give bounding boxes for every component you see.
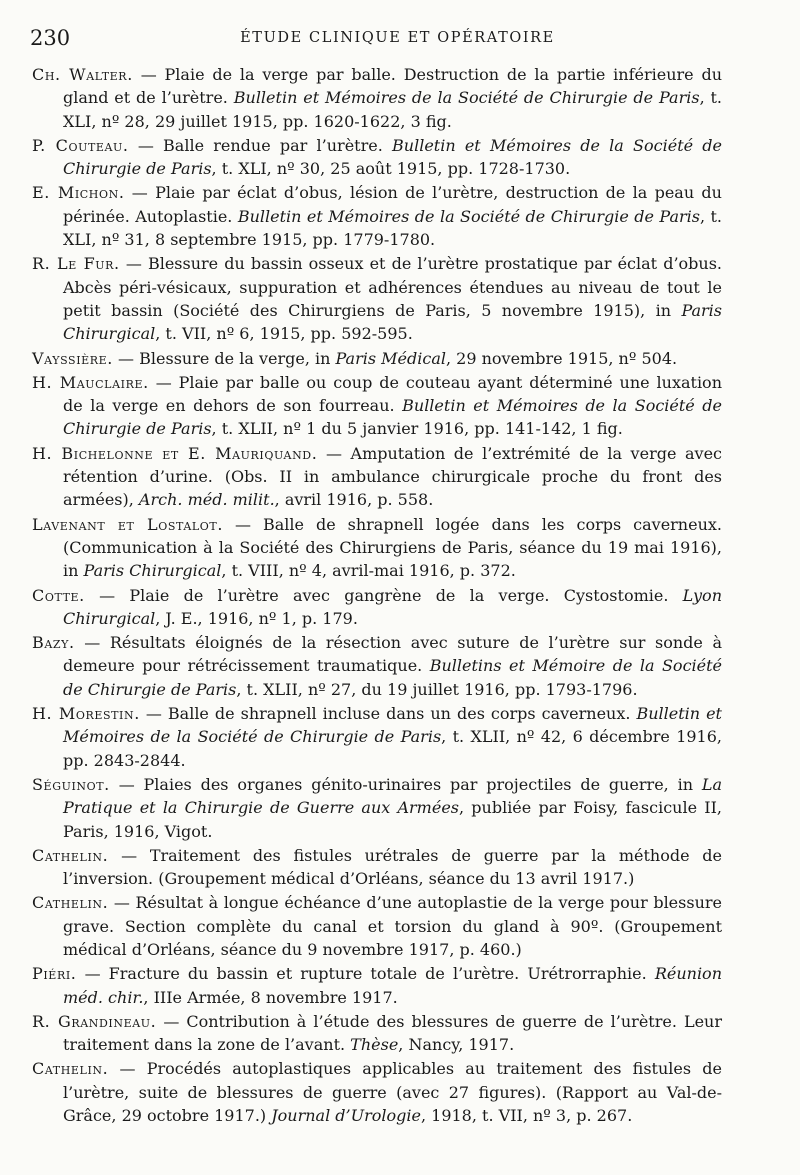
entry-description: — Balle de shrapnell incluse dans un des corps caverneux.: [139, 704, 637, 724]
page-number: 230: [30, 26, 71, 50]
bibliography-entry: [32, 891, 722, 961]
bibliography-entry: [32, 134, 722, 181]
entry-author: H. Morestin.: [32, 704, 140, 724]
bibliography-entry: [32, 442, 722, 512]
entry-source: Paris Médical: [335, 348, 446, 368]
entry-source: Thèse: [350, 1035, 399, 1055]
bibliography-entry: [32, 252, 722, 345]
bibliography-entry: [32, 347, 722, 370]
entry-details: , t. XLII, nº 1 du 5 janvier 1916, pp. 141-142, 1 fig.: [211, 419, 623, 439]
bibliography-entry: [32, 1057, 722, 1127]
entry-description: — Traitement des fistules urétrales de guerre par la méthode de l’inversion. (Groupement médical d’Orléans, séance du 13 avril 1917.): [63, 845, 722, 889]
bibliography-entry: [32, 962, 722, 1009]
entry-source: Paris Chirurgical: [63, 300, 722, 344]
bibliography-entry: [32, 371, 722, 441]
entry-source: La Pratique et la Chirurgie de Guerre aux Armées: [63, 774, 722, 818]
entry-source: Bulletin et Mémoires de la Société de Chirurgie de Paris: [237, 206, 700, 226]
entry-author: E. Michon.: [32, 183, 125, 203]
entry-details: , IIIe Armée, 8 novembre 1917.: [143, 987, 398, 1007]
entry-source: Arch. méd. milit.: [138, 490, 275, 510]
entry-details: , t. XLI, nº 30, 25 août 1915, pp. 1728-1730.: [211, 159, 571, 179]
entry-author: Cathelin.: [32, 893, 109, 913]
entry-details: , 29 novembre 1915, nº 504.: [445, 348, 678, 368]
entry-details: , publiée par Foisy, fascicule II, Paris, 1916, Vigot.: [63, 798, 723, 841]
entry-author: R. Le Fur.: [32, 254, 120, 274]
entry-description: — Blessure de la verge, in: [112, 348, 336, 368]
entry-details: , t. XLI, nº 31, 8 septembre 1915, pp. 1779-1780.: [63, 206, 723, 250]
entry-author: Lavenant et Lostalot.: [32, 514, 224, 534]
entry-description: — Balle de shrapnell logée dans les corps caverneux. (Communication à la Société des Chirurgiens de Paris, séance du 19 mai 1916), in: [63, 514, 722, 581]
entry-author: Ch. Walter.: [32, 65, 133, 84]
entry-details: , Nancy, 1917.: [398, 1035, 515, 1055]
bibliography-list: [32, 63, 722, 1128]
entry-author: H. Bichelonne et E. Mauriquand.: [32, 443, 318, 463]
bibliography-entry: [32, 63, 722, 133]
bibliography-entry: [32, 584, 722, 631]
entry-description: — Plaie de l’urètre avec gangrène de la verge. Cystostomie.: [84, 585, 683, 605]
entry-author: Vayssière.: [32, 348, 113, 368]
entry-description: — Fracture du bassin et rupture totale de l’urètre. Urétrorraphie.: [76, 964, 655, 984]
bibliography-entry: [32, 181, 722, 251]
running-head: ÉTUDE CLINIQUE ET OPÉRATOIRE: [240, 30, 555, 46]
entry-author: H. Mauclaire.: [32, 372, 149, 392]
bibliography-entry: [32, 773, 722, 843]
bibliography-entry: [32, 844, 722, 891]
entry-details: , avril 1916, p. 558.: [274, 490, 434, 510]
entry-details: , t. VII, nº 6, 1915, pp. 592-595.: [155, 324, 413, 344]
entry-description: — Balle rendue par l’urètre.: [128, 135, 393, 155]
entry-details: , J. E., 1916, nº 1, p. 179.: [155, 608, 358, 628]
entry-description: — Résultats éloignés de la résection avec suture de l’urètre sur sonde à demeure pour rétrécissement traumatique.: [63, 633, 722, 676]
entry-source: Bulletin et Mémoires de la Société de Chirurgie de Paris: [233, 88, 700, 108]
entry-description: — Plaies des organes génito-urinaires par projectiles de guerre, in: [109, 774, 702, 794]
entry-details: , t. VIII, nº 4, avril-mai 1916, p. 372.: [221, 561, 516, 581]
entry-details: , t. XLI, nº 28, 29 juillet 1915, pp. 1620-1622, 3 fig.: [63, 88, 723, 131]
entry-author: Bazy.: [32, 633, 75, 653]
entry-source: Bulletins et Mémoire de la Société de Chirurgie de Paris: [63, 656, 723, 699]
entry-author: Cotte.: [32, 585, 85, 605]
entry-description: — Contribution à l’étude des blessures de guerre de l’urètre. Leur traitement dans la zone de l’avant.: [63, 1011, 722, 1055]
entry-source: Lyon Chirurgical: [63, 585, 722, 628]
entry-description: — Amputation de l’extrémité de la verge avec rétention d’urine. (Obs. II in ambulance chirurgicale proche du front des armées),: [63, 443, 722, 510]
entry-details: , 1918, t. VII, nº 3, p. 267.: [420, 1106, 633, 1126]
entry-source: Réunion méd. chir.: [63, 964, 722, 1007]
bibliography-entry: [32, 631, 722, 701]
entry-source: Bulletin et Mémoires de la Société de Chirurgie de Paris: [63, 135, 723, 179]
entry-details: , t. XLII, nº 27, du 19 juillet 1916, pp. 1793-1796.: [236, 679, 638, 699]
entry-source: Bulletin et Mémoires de la Société de Chirurgie de Paris: [63, 704, 722, 747]
entry-description: — Blessure du bassin osseux et de l’urètre prostatique par éclat d’obus. Abcès péri-vésicaux, suppuration et adhérences étendues au niveau de tout le petit bassin (Société des Chirurgiens de Paris, 5 novembre 1915), in: [63, 254, 723, 320]
entry-description: — Procédés autoplastiques applicables au traitement des fistules de l’urètre, suite de blessures de guerre (avec 27 figures). (Rapport au Val-de-Grâce, 29 octobre 1917.): [63, 1059, 722, 1126]
entry-author: Piéri.: [32, 964, 77, 984]
entry-author: P. Couteau.: [32, 135, 129, 155]
bibliography-entry: [32, 1010, 722, 1057]
entry-details: , t. XLII, nº 42, 6 décembre 1916, pp. 2843-2844.: [63, 727, 722, 770]
entry-source: Paris Chirurgical: [83, 561, 222, 581]
bibliography-entry: [32, 513, 722, 583]
entry-source: Journal d’Urologie: [271, 1106, 421, 1126]
entry-source: Bulletin et Mémoires de la Société de Chirurgie de Paris: [63, 396, 722, 439]
entry-author: R. Grandineau.: [32, 1011, 157, 1031]
entry-author: Cathelin.: [32, 845, 109, 865]
entry-description: — Résultat à longue échéance d’une autoplastie de la verge pour blessure grave. Section complète du canal et torsion du gland à 90º. (Groupement médical d’Orléans, séance du 9 novembre 1917, p. 460.): [63, 893, 722, 959]
bibliography-entry: [32, 702, 722, 772]
entry-author: Cathelin.: [32, 1059, 109, 1079]
entry-description: — Plaie par balle ou coup de couteau ayant déterminé une luxation de la verge en dehors de son fourreau.: [63, 372, 722, 416]
entry-description: — Plaie par éclat d’obus, lésion de l’urètre, destruction de la peau du périnée. Autoplastie.: [63, 183, 722, 226]
entry-description: — Plaie de la verge par balle. Destruction de la partie inférieure du gland et de l’urètre.: [63, 65, 723, 108]
page-header: [30, 26, 765, 56]
entry-author: Séguinot.: [32, 774, 110, 794]
